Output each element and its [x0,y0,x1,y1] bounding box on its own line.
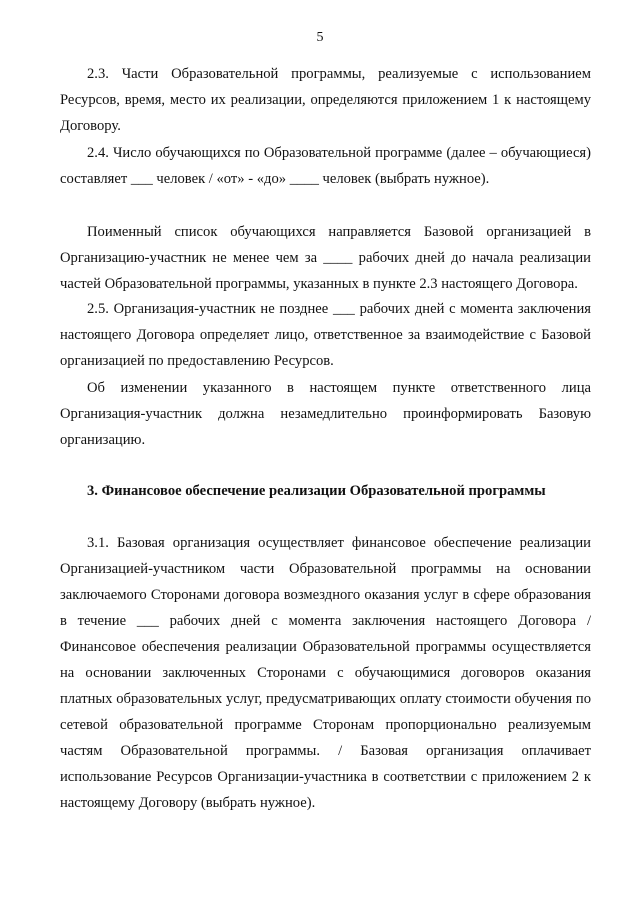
paragraph-2-3: 2.3. Части Образовательной программы, реализуемые с использованием Ресурсов, время, место их реализации, определяются приложением 1 к настоящему Договору. [60,66,591,134]
paragraph-2-5: 2.5. Организация-участник не позднее ___ рабочих дней с момента заключения настоящего Договора определяет лицо, ответственное за взаимодействие с Базовой организацией по предоставлению Ресурсов. [60,301,591,369]
paragraph-change-notice: Об изменении указанного в настоящем пункте ответственного лица Организация-участник должна незамедлительно проинформировать Базовую организацию. [60,380,591,448]
section-3-heading: 3. Финансовое обеспечение реализации Образовательной программы [87,483,546,499]
paragraph-named-list: Поименный список обучающихся направляется Базовой организацией в Организацию-участник не менее чем за ____ рабочих дней до начала реализации частей Образовательной программы, указанных в пункте 2.3 настоящего Договора. [60,224,591,292]
page-number: 5 [316,30,324,45]
paragraph-2-4: 2.4. Число обучающихся по Образовательной программе (далее – обучающиеся) составляет ___ человек / «от» - «до» ____ человек (выбрать нужное). [60,145,591,187]
paragraph-3-1: 3.1. Базовая организация осуществляет финансовое обеспечение реализации Организацией-участником части Образовательной программы на основании заключаемого Сторонами договора возмездного оказания услуг в сфере образования в течение ___ рабочих дней с момента заключения настоящего Договора / Финансовое обеспечения реализации Образовательной программы осуществляется на основании заключенных Сторонами с обучающимися договоров оказания платных образовательных услуг, предусматривающих оплату стоимости обучения по сетевой образовательной программе Сторонам пропорционально реализуемым частям Образовательной программы. / Базовая организация оплачивает использование Ресурсов Организации-участника в соответствии с приложением 2 к настоящему Договору (выбрать нужное). [60,535,591,811]
